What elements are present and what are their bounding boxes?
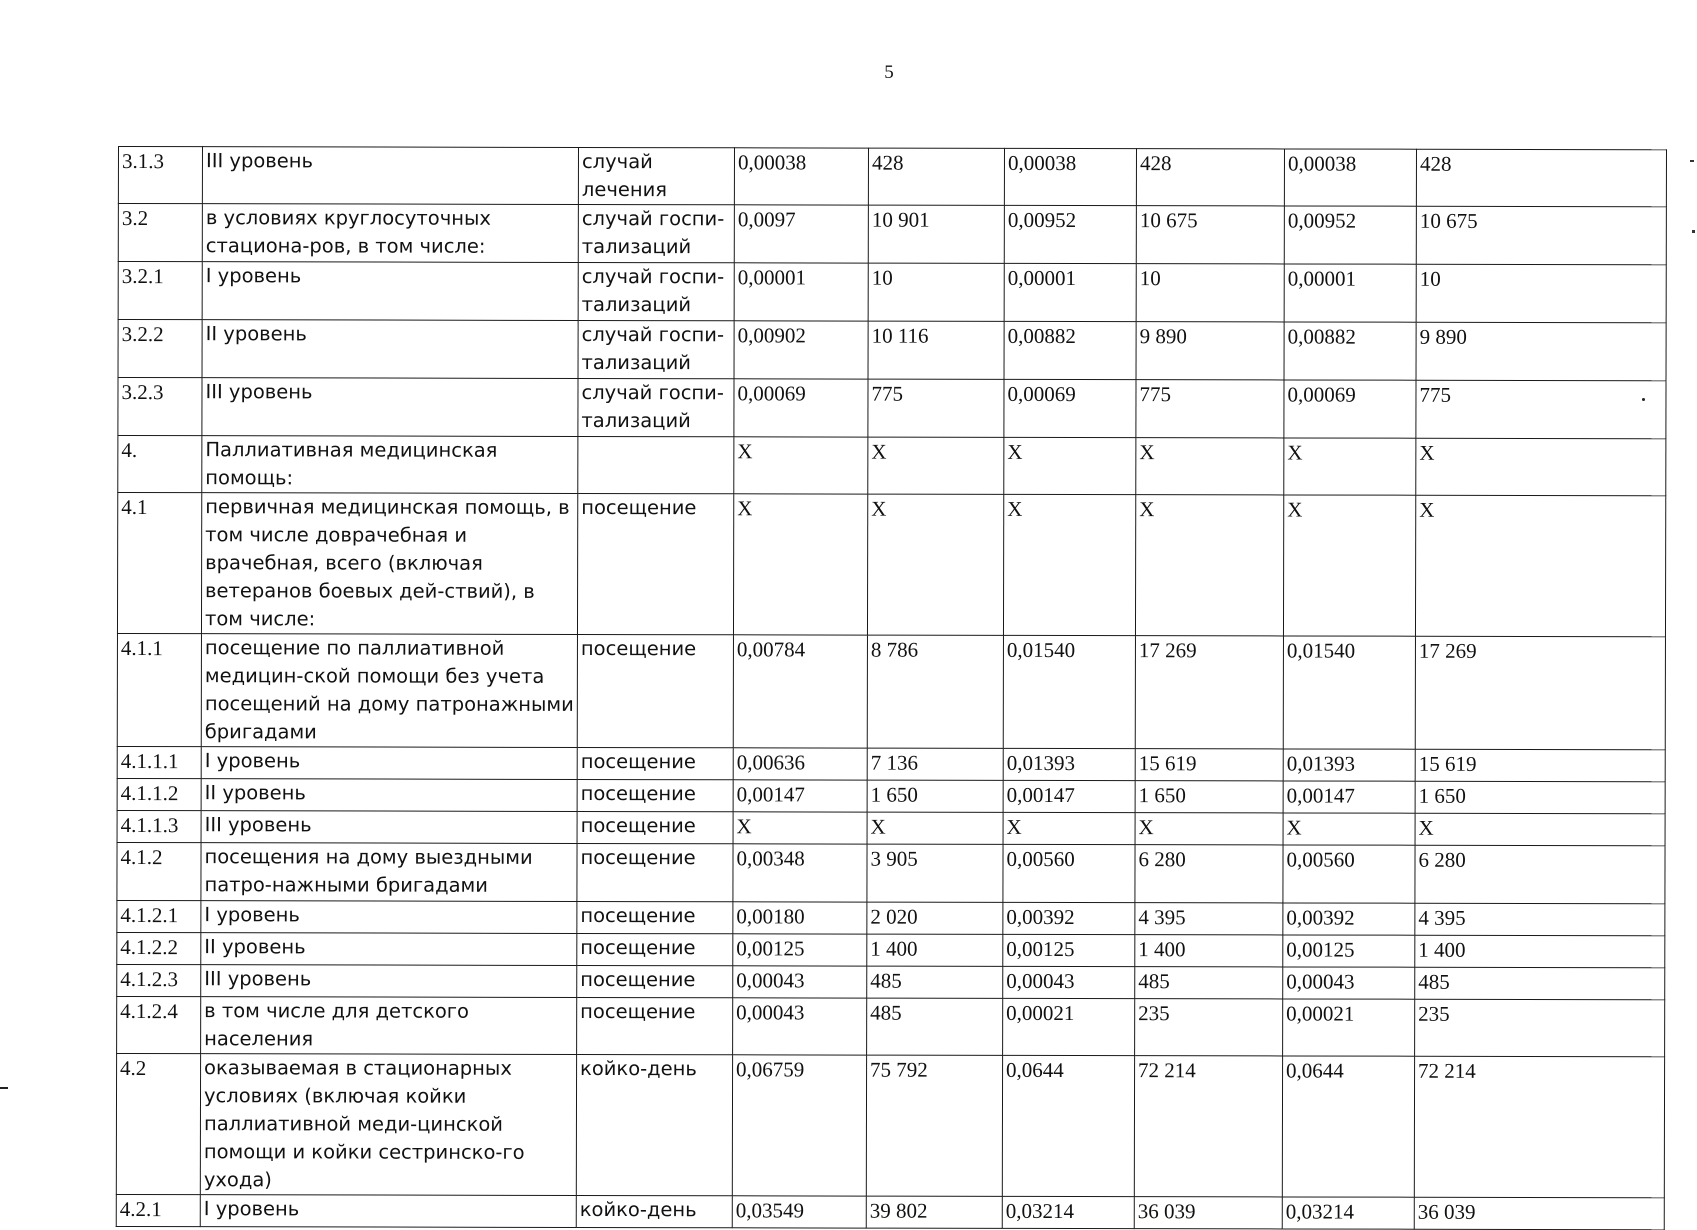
scan-mark — [0, 1087, 8, 1089]
row-unit-cell: случай лечения — [578, 147, 734, 204]
value-cell: 0,0644 — [1282, 1056, 1414, 1197]
table-row — [117, 634, 1665, 750]
scan-mark — [1692, 230, 1695, 233]
value-cell: 0,00392 — [1283, 903, 1415, 935]
row-code-cell: 3.2.2 — [118, 320, 202, 378]
value-cell: 0,00952 — [1004, 205, 1136, 263]
value-cell: 0,00069 — [1004, 379, 1136, 437]
table-row — [117, 493, 1665, 637]
value-cell: 235 — [1135, 999, 1283, 1056]
value-cell: 2 020 — [867, 902, 1003, 934]
value-cell: 0,01393 — [1283, 749, 1415, 781]
row-code-cell: 4.1.1 — [117, 634, 201, 747]
value-cell: 1 650 — [867, 780, 1003, 812]
row-name-cell: оказываемая в стационарных условиях (включая койки паллиативной меди-цинской помощи и койки сестринско-го ухода) — [200, 1054, 576, 1196]
value-cell: 0,00882 — [1284, 322, 1416, 380]
value-cell: X — [733, 812, 867, 844]
row-code-cell: 4.1.1.3 — [117, 810, 201, 842]
value-cell: 0,00001 — [734, 263, 868, 321]
row-name-cell: I уровень — [200, 1195, 576, 1228]
row-code-cell: 4.1.2 — [117, 842, 201, 900]
value-cell: 0,00902 — [734, 321, 868, 379]
scan-mark — [1690, 160, 1694, 162]
value-cell: X — [1283, 813, 1415, 845]
value-cell: 775 — [1136, 380, 1284, 438]
value-cell: 0,00001 — [1004, 263, 1136, 321]
row-unit-cell: случай госпи-тализаций — [578, 320, 734, 378]
value-cell: 485 — [867, 966, 1003, 998]
value-cell: 0,00348 — [733, 844, 867, 902]
table-row — [116, 1053, 1664, 1197]
value-cell: 0,00038 — [1004, 148, 1136, 205]
value-cell: 0,00180 — [733, 902, 867, 934]
value-cell: 775 — [868, 379, 1004, 437]
value-cell: 0,00147 — [733, 780, 867, 812]
table-row — [118, 147, 1666, 207]
row-name-cell: I уровень — [201, 747, 577, 780]
value-cell: 0,00043 — [733, 966, 867, 998]
row-code-cell: 3.2.1 — [118, 262, 202, 320]
value-cell: 72 214 — [1134, 1056, 1282, 1197]
value-cell: 72 214 — [1414, 1056, 1664, 1198]
value-cell: 10 901 — [868, 205, 1004, 263]
value-cell: 6 280 — [1415, 845, 1665, 904]
value-cell: 0,03214 — [1282, 1197, 1414, 1229]
value-cell: 428 — [1136, 149, 1284, 206]
row-unit-cell: койко-день — [576, 1195, 732, 1227]
table-body — [116, 147, 1666, 1230]
value-cell: 1 400 — [1135, 935, 1283, 967]
value-cell: X — [867, 494, 1003, 635]
row-name-cell: I уровень — [202, 262, 578, 321]
table-row — [118, 378, 1666, 439]
value-cell: X — [1135, 495, 1283, 636]
row-unit-cell: посещение — [577, 901, 733, 933]
table-row — [117, 900, 1665, 935]
row-code-cell: 4.1.2.2 — [117, 932, 201, 964]
value-cell: 0,00038 — [1284, 149, 1416, 206]
value-cell: 1 650 — [1135, 781, 1283, 813]
value-cell: 8 786 — [867, 635, 1003, 748]
table-row — [117, 996, 1665, 1056]
value-cell: 0,00560 — [1003, 844, 1135, 902]
value-cell: 0,03549 — [732, 1196, 866, 1228]
row-name-cell: III уровень — [202, 378, 578, 437]
row-unit-cell: посещение — [577, 747, 733, 779]
value-cell: X — [733, 494, 867, 635]
value-cell: 0,00147 — [1283, 781, 1415, 813]
row-name-cell: посещения на дому выездными патро-нажными бригадами — [201, 843, 577, 902]
value-cell: 9 890 — [1136, 322, 1284, 380]
value-cell: X — [1415, 813, 1665, 846]
value-cell: 0,00043 — [733, 998, 867, 1055]
row-code-cell: 4.1.2.4 — [117, 996, 201, 1053]
value-cell: X — [1284, 438, 1416, 495]
row-code-cell: 3.2.3 — [118, 378, 202, 436]
row-code-cell: 4.2 — [116, 1053, 200, 1194]
row-unit-cell: случай госпи-тализаций — [578, 204, 734, 262]
value-cell: 0,00043 — [1283, 967, 1415, 999]
value-cell: 1 400 — [867, 934, 1003, 966]
value-cell: 0,00125 — [1003, 934, 1135, 966]
row-name-cell: посещение по паллиативной медицин-ской помощи без учета посещений на дому патронажными бригадами — [201, 634, 577, 748]
value-cell: 485 — [1415, 967, 1665, 1000]
value-cell: X — [1136, 438, 1284, 495]
value-cell: 0,01540 — [1283, 636, 1415, 749]
value-cell: 0,06759 — [732, 1055, 866, 1196]
value-cell: 10 675 — [1416, 206, 1666, 265]
value-cell: 0,00952 — [1284, 206, 1416, 264]
value-cell: 775 — [1416, 380, 1666, 439]
value-cell: 3 905 — [867, 844, 1003, 902]
value-cell: 0,00125 — [1283, 935, 1415, 967]
row-unit-cell: посещение — [577, 843, 733, 901]
row-code-cell: 4. — [118, 436, 202, 493]
table-row — [117, 746, 1665, 781]
value-cell: 0,00069 — [1284, 380, 1416, 438]
value-cell: 1 650 — [1415, 781, 1665, 814]
row-code-cell: 3.2 — [118, 204, 202, 262]
row-unit-cell: посещение — [577, 997, 733, 1054]
value-cell: 428 — [1416, 149, 1666, 207]
row-code-cell: 4.1.1.2 — [117, 778, 201, 810]
value-cell: X — [1416, 438, 1666, 496]
value-cell: 0,00038 — [734, 148, 868, 205]
value-cell: 4 395 — [1415, 903, 1665, 936]
value-cell: X — [734, 437, 868, 494]
value-cell: 485 — [1135, 967, 1283, 999]
table-row — [117, 810, 1665, 845]
value-cell: 0,00001 — [1284, 264, 1416, 322]
value-cell: 0,0097 — [734, 205, 868, 263]
row-code-cell: 3.1.3 — [118, 147, 202, 204]
value-cell: 0,00560 — [1283, 845, 1415, 903]
value-cell: 39 802 — [866, 1196, 1002, 1228]
row-name-cell: III уровень — [201, 965, 577, 998]
value-cell: 0,03214 — [1002, 1196, 1134, 1228]
value-cell: X — [1415, 495, 1665, 637]
row-unit-cell: случай госпи-тализаций — [578, 262, 734, 320]
row-unit-cell: посещение — [577, 811, 733, 843]
row-unit-cell: койко-день — [576, 1054, 732, 1195]
row-name-cell: I уровень — [201, 901, 577, 934]
value-cell: 17 269 — [1415, 636, 1665, 750]
value-cell: X — [1003, 494, 1135, 635]
row-code-cell: 4.2.1 — [116, 1194, 200, 1226]
value-cell: 10 — [1416, 264, 1666, 323]
scan-dot — [1642, 398, 1645, 401]
table-row — [118, 320, 1666, 381]
value-cell: 36 039 — [1134, 1197, 1282, 1229]
table-row — [118, 262, 1666, 323]
row-code-cell: 4.1.2.3 — [117, 964, 201, 996]
row-unit-cell: посещение — [577, 965, 733, 997]
value-cell: 15 619 — [1135, 749, 1283, 781]
table-row — [117, 778, 1665, 813]
value-cell: 10 116 — [868, 321, 1004, 379]
value-cell: 17 269 — [1135, 636, 1283, 749]
volumes-table — [116, 146, 1667, 1230]
value-cell: 1 400 — [1415, 935, 1665, 968]
value-cell: 10 — [1136, 264, 1284, 322]
value-cell: 0,00392 — [1003, 902, 1135, 934]
value-cell: 0,00021 — [1283, 999, 1415, 1056]
table-row — [117, 842, 1665, 903]
row-name-cell: II уровень — [202, 320, 578, 379]
value-cell: 75 792 — [866, 1055, 1002, 1196]
value-cell: 0,00125 — [733, 934, 867, 966]
row-name-cell: II уровень — [201, 779, 577, 812]
value-cell: 0,01393 — [1003, 748, 1135, 780]
value-cell: 10 — [868, 263, 1004, 321]
row-name-cell: III уровень — [201, 811, 577, 844]
row-name-cell: II уровень — [201, 933, 577, 966]
value-cell: 36 039 — [1414, 1197, 1664, 1230]
value-cell: X — [1283, 495, 1415, 636]
row-name-cell: в условиях круглосуточных стациона-ров, в том числе: — [202, 204, 578, 263]
row-code-cell: 4.1.2.1 — [117, 900, 201, 932]
value-cell: 0,00147 — [1003, 780, 1135, 812]
value-cell: 0,00021 — [1003, 998, 1135, 1055]
value-cell: 428 — [868, 148, 1004, 205]
value-cell: 0,00043 — [1003, 966, 1135, 998]
row-unit-cell: случай госпи-тализаций — [578, 378, 734, 436]
document-table-wrap — [116, 146, 1666, 1230]
value-cell: 485 — [867, 998, 1003, 1055]
value-cell: X — [1003, 812, 1135, 844]
row-name-cell: первичная медицинская помощь, в том числе доврачебная и врачебная, всего (включая ветеранов боевых дей-ствий), в том числе: — [201, 493, 577, 635]
value-cell: 15 619 — [1415, 749, 1665, 782]
row-name-cell: III уровень — [202, 147, 578, 205]
row-unit-cell: посещение — [577, 779, 733, 811]
value-cell: 0,00069 — [734, 379, 868, 437]
row-unit-cell: посещение — [577, 933, 733, 965]
value-cell: 7 136 — [867, 748, 1003, 780]
value-cell: 0,00636 — [733, 748, 867, 780]
row-unit-cell: посещение — [577, 493, 733, 634]
value-cell: 9 890 — [1416, 322, 1666, 381]
table-row — [117, 964, 1665, 999]
value-cell: X — [867, 812, 1003, 844]
table-row — [118, 436, 1666, 496]
table-row — [117, 932, 1665, 967]
value-cell: 6 280 — [1135, 845, 1283, 903]
page-number: 5 — [884, 62, 894, 83]
value-cell: 10 675 — [1136, 206, 1284, 264]
row-unit-cell — [578, 436, 734, 493]
value-cell: X — [1004, 437, 1136, 494]
value-cell: 235 — [1415, 999, 1665, 1057]
row-name-cell: Паллиативная медицинская помощь: — [202, 436, 578, 494]
row-unit-cell: посещение — [577, 634, 733, 747]
row-code-cell: 4.1.1.1 — [117, 746, 201, 778]
value-cell: 4 395 — [1135, 903, 1283, 935]
value-cell: 0,01540 — [1003, 635, 1135, 748]
table-row — [118, 204, 1666, 265]
value-cell: X — [1135, 813, 1283, 845]
row-name-cell: в том числе для детского населения — [201, 997, 577, 1055]
value-cell: 0,00882 — [1004, 321, 1136, 379]
value-cell: X — [868, 437, 1004, 494]
row-code-cell: 4.1 — [117, 493, 201, 634]
value-cell: 0,00784 — [733, 635, 867, 748]
value-cell: 0,0644 — [1002, 1055, 1134, 1196]
